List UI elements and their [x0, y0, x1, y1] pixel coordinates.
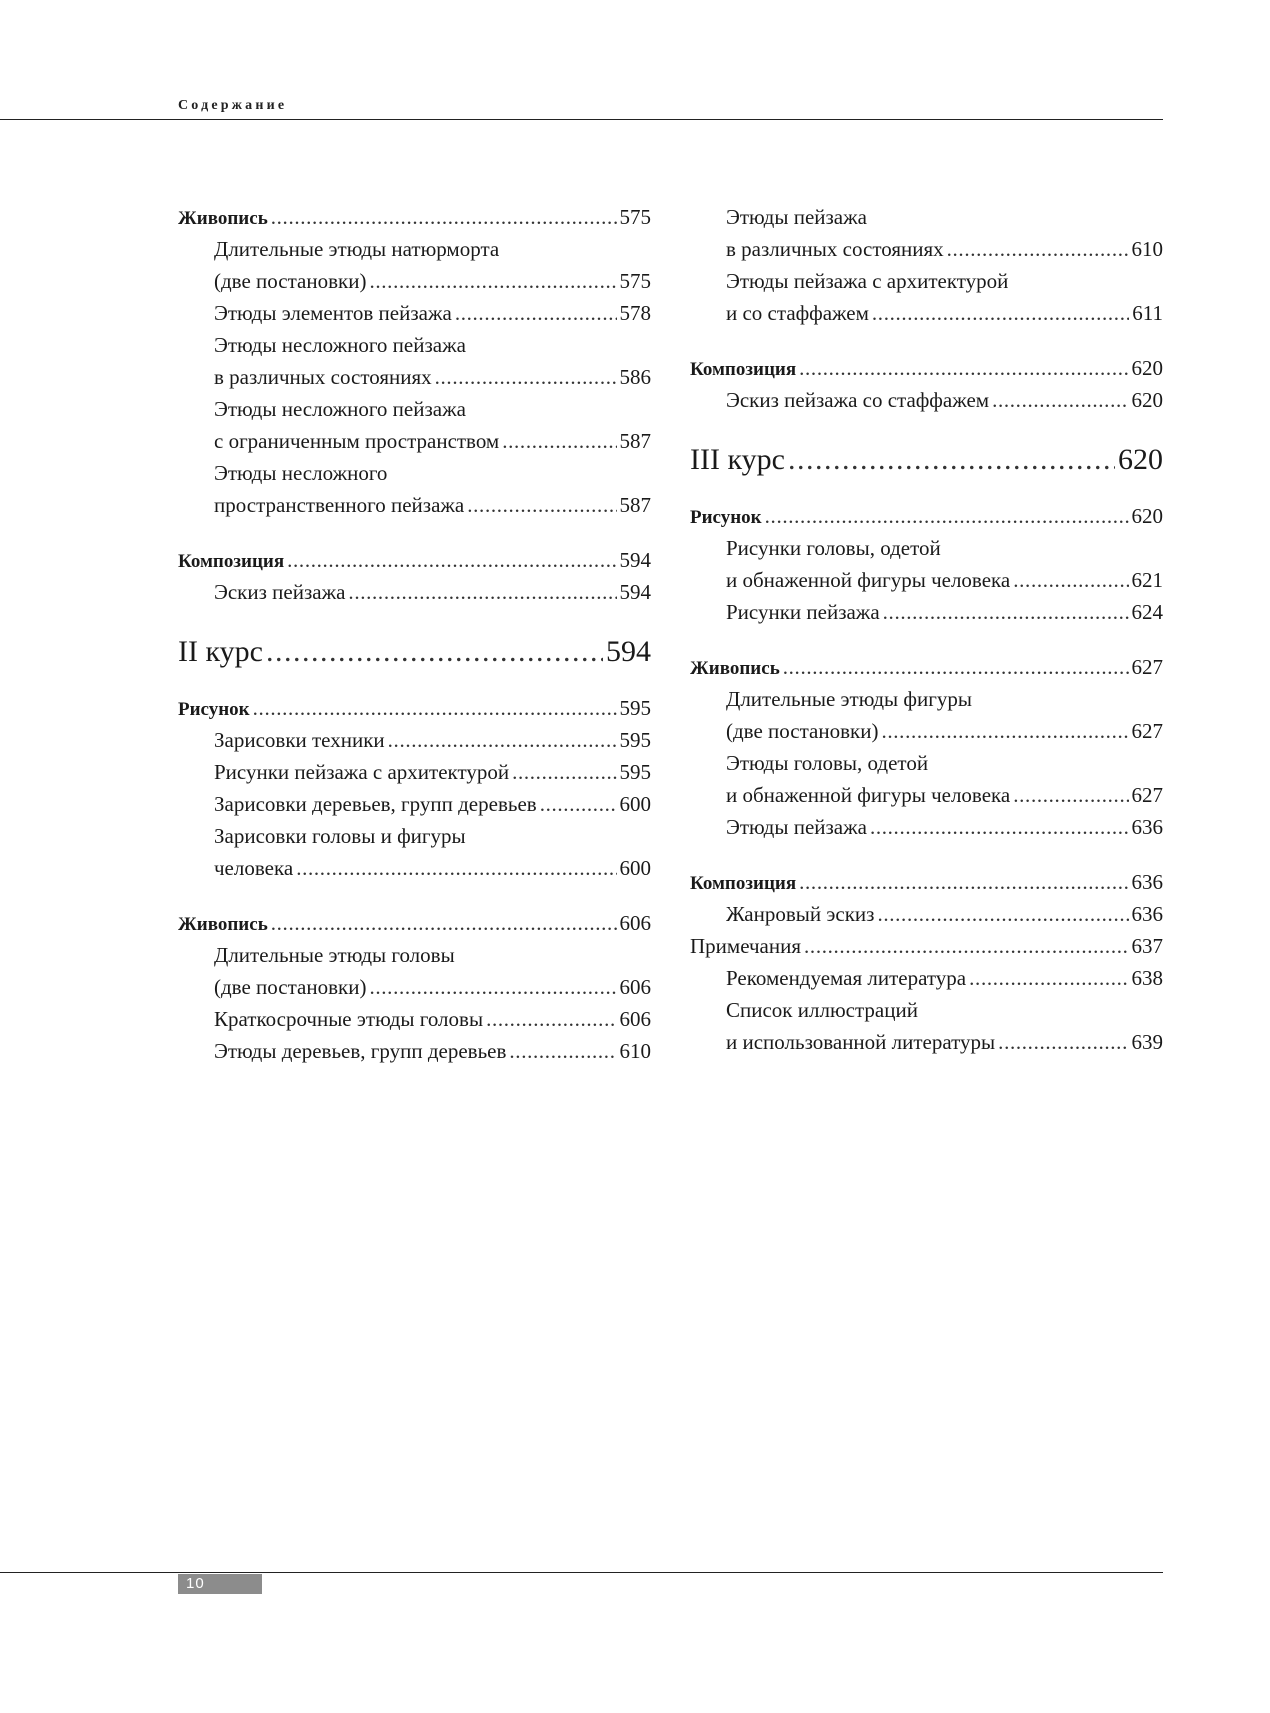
toc-entry-title: Композиция — [690, 359, 797, 380]
toc-page-number: 594 — [606, 635, 651, 668]
toc-entry — [690, 715, 1163, 747]
toc-section-heading — [178, 907, 651, 939]
toc-entry-title-line — [178, 329, 651, 361]
toc-entry-title: Этюды элементов пейзажа — [214, 301, 452, 325]
toc-entry-title-line — [690, 994, 1163, 1026]
toc-page-number: 606 — [619, 911, 651, 935]
toc-entry — [178, 852, 651, 884]
toc-entry-title: Рисунок — [690, 507, 762, 528]
dot-leader — [296, 852, 616, 884]
toc-entry-title-line — [690, 683, 1163, 715]
toc-section-heading — [178, 201, 651, 233]
toc-entry-title: пространственного пейзажа — [214, 493, 465, 517]
toc-page-number: 636 — [1131, 870, 1163, 894]
running-head: Содержание — [178, 98, 288, 113]
toc-page-number: 587 — [619, 493, 651, 517]
toc-entry-title: и обнаженной фигуры человека — [726, 568, 1011, 592]
toc-entry-title: II курс — [178, 635, 263, 668]
toc-page-number: 610 — [1131, 237, 1163, 261]
dot-leader — [287, 544, 616, 576]
toc-entry-title: Живопись — [178, 914, 268, 935]
toc-entry-title: в различных состояниях — [726, 237, 944, 261]
toc-entry-title-line — [690, 201, 1163, 233]
dot-leader — [765, 500, 1129, 532]
dot-leader — [872, 297, 1129, 329]
toc-entry-title: Длительные этюды головы — [214, 943, 455, 967]
dot-leader — [348, 576, 616, 608]
toc-page-number: 637 — [1131, 934, 1163, 958]
toc-entry-title: Краткосрочные этюды головы — [214, 1007, 484, 1031]
toc-left-column — [178, 201, 651, 1067]
toc-entry — [690, 596, 1163, 628]
toc-entry-title-line — [178, 457, 651, 489]
dot-leader — [870, 811, 1129, 843]
dot-leader — [1013, 564, 1128, 596]
toc-entry-title: Живопись — [690, 658, 780, 679]
dot-leader — [512, 756, 616, 788]
toc-page-number: 595 — [619, 696, 651, 720]
dot-leader — [1013, 779, 1128, 811]
toc-page-number: 621 — [1131, 568, 1163, 592]
toc-entry — [178, 788, 651, 820]
dot-leader — [271, 201, 617, 233]
dot-leader — [266, 626, 603, 678]
dot-leader — [783, 651, 1129, 683]
toc-section-heading — [690, 866, 1163, 898]
toc-entry-title: Этюды головы, одетой — [726, 751, 929, 775]
dot-leader — [877, 898, 1128, 930]
dot-leader — [540, 788, 617, 820]
toc-section-heading — [690, 500, 1163, 532]
dot-leader — [788, 434, 1115, 486]
toc-page-number: 610 — [619, 1039, 651, 1063]
toc-entry — [178, 297, 651, 329]
dot-leader — [271, 907, 617, 939]
toc-entry-title: Этюды пейзажа — [726, 815, 867, 839]
toc-entry-title: и обнаженной фигуры человека — [726, 783, 1011, 807]
toc-entry-title: Рисунок — [178, 699, 250, 720]
toc-section-heading — [690, 352, 1163, 384]
dot-leader — [435, 361, 617, 393]
toc-entry-title: Композиция — [178, 551, 285, 572]
toc-page-number: 575 — [619, 205, 651, 229]
dot-leader — [998, 1026, 1128, 1058]
toc-page-number: 606 — [619, 975, 651, 999]
toc-entry-title: и со стаффажем — [726, 301, 869, 325]
toc-page-number: 606 — [619, 1007, 651, 1031]
toc-page-number: 594 — [619, 580, 651, 604]
toc-page-number: 620 — [1131, 388, 1163, 412]
toc-page-number: 594 — [619, 548, 651, 572]
toc-entry — [690, 564, 1163, 596]
toc-entry-title: Этюды несложного пейзажа — [214, 333, 466, 357]
toc-page-number: 638 — [1131, 966, 1163, 990]
toc-entry — [690, 297, 1163, 329]
toc-course-heading — [690, 434, 1163, 486]
toc-page-number: 627 — [1131, 719, 1163, 743]
toc-page-number: 620 — [1131, 356, 1163, 380]
toc-entry-title-line — [178, 233, 651, 265]
toc-entry-title: Зарисовки техники — [214, 728, 385, 752]
toc-entry-title: Список иллюстраций — [726, 998, 918, 1022]
toc-entry-title: Рисунки пейзажа — [726, 600, 880, 624]
toc-entry-title: Этюды пейзажа с архитектурой — [726, 269, 1009, 293]
toc-page-number: 587 — [619, 429, 651, 453]
toc-entry — [178, 425, 651, 457]
toc-entry — [178, 756, 651, 788]
toc-entry-title: Этюды деревьев, групп деревьев — [214, 1039, 507, 1063]
toc-page-number: 575 — [619, 269, 651, 293]
toc-right-column — [690, 201, 1163, 1058]
toc-entry — [178, 971, 651, 1003]
toc-section-heading — [178, 544, 651, 576]
toc-entry — [178, 1035, 651, 1067]
dot-leader — [509, 1035, 616, 1067]
toc-entry-title: Зарисовки головы и фигуры — [214, 824, 466, 848]
toc-entry-title: Длительные этюды фигуры — [726, 687, 972, 711]
toc-entry-title: Композиция — [690, 873, 797, 894]
toc-page-number: 600 — [619, 792, 651, 816]
toc-entry — [178, 265, 651, 297]
dot-leader — [502, 425, 616, 457]
bottom-rule — [0, 1572, 1163, 1573]
toc-page-number: 611 — [1132, 301, 1163, 325]
toc-entry — [178, 361, 651, 393]
dot-leader — [369, 971, 616, 1003]
toc-entry — [690, 1026, 1163, 1058]
dot-leader — [455, 297, 617, 329]
toc-entry-title: Живопись — [178, 208, 268, 229]
toc-entry — [690, 811, 1163, 843]
toc-entry-title-line — [690, 532, 1163, 564]
toc-entry — [690, 898, 1163, 930]
toc-entry-title: в различных состояниях — [214, 365, 432, 389]
toc-entry-title: (две постановки) — [214, 975, 367, 999]
toc-entry-title: Этюды несложного — [214, 461, 388, 485]
toc-section-heading — [690, 651, 1163, 683]
dot-leader — [369, 265, 616, 297]
toc-entry — [178, 724, 651, 756]
dot-leader — [804, 930, 1128, 962]
toc-entry-title: Зарисовки деревьев, групп деревьев — [214, 792, 537, 816]
toc-entry — [690, 384, 1163, 416]
toc-entry — [690, 233, 1163, 265]
toc-entry-title-line — [178, 393, 651, 425]
dot-leader — [881, 715, 1128, 747]
toc-page-number: 620 — [1118, 443, 1163, 476]
toc-page-number: 624 — [1131, 600, 1163, 624]
dot-leader — [969, 962, 1128, 994]
toc-section-heading — [178, 692, 651, 724]
dot-leader — [799, 352, 1128, 384]
toc-page-number: 636 — [1131, 902, 1163, 926]
toc-entry-title: Длительные этюды натюрморта — [214, 237, 500, 261]
dot-leader — [883, 596, 1129, 628]
toc-page-number: 620 — [1131, 504, 1163, 528]
toc-page-number: 627 — [1131, 783, 1163, 807]
toc-page-number: 636 — [1131, 815, 1163, 839]
dot-leader — [486, 1003, 616, 1035]
toc-entry-title: Эскиз пейзажа — [214, 580, 346, 604]
toc-entry-title-line — [690, 265, 1163, 297]
toc-page-number: 578 — [619, 301, 651, 325]
dot-leader — [253, 692, 617, 724]
toc-entry-title: Рекомендуемая литература — [726, 966, 967, 990]
toc-page-number: 595 — [619, 760, 651, 784]
toc-page-number: 600 — [619, 856, 651, 880]
toc-entry-title: (две постановки) — [726, 719, 879, 743]
toc-entry-title: Этюды пейзажа — [726, 205, 867, 229]
toc-entry-title: Рисунки пейзажа с архитектурой — [214, 760, 510, 784]
dot-leader — [992, 384, 1128, 416]
top-rule — [0, 119, 1163, 120]
dot-leader — [467, 489, 616, 521]
dot-leader — [388, 724, 617, 756]
toc-entry-title: Примечания — [690, 934, 802, 958]
toc-entry-title: III курс — [690, 443, 785, 476]
toc-entry-title: с ограниченным пространством — [214, 429, 500, 453]
toc-entry — [690, 779, 1163, 811]
toc-entry — [690, 930, 1163, 962]
toc-entry — [178, 576, 651, 608]
dot-leader — [947, 233, 1129, 265]
toc-page-number: 595 — [619, 728, 651, 752]
toc-entry-title: (две постановки) — [214, 269, 367, 293]
toc-entry-title: Этюды несложного пейзажа — [214, 397, 466, 421]
page-number: 10 — [178, 1574, 262, 1594]
toc-page-number: 627 — [1131, 655, 1163, 679]
toc-course-heading — [178, 626, 651, 678]
toc-entry-title-line — [178, 939, 651, 971]
toc-entry-title: Эскиз пейзажа со стаффажем — [726, 388, 990, 412]
toc-entry — [178, 1003, 651, 1035]
toc-entry-title-line — [178, 820, 651, 852]
toc-page-number: 586 — [619, 365, 651, 389]
toc-page-number: 639 — [1131, 1030, 1163, 1054]
dot-leader — [799, 866, 1128, 898]
toc-entry-title: человека — [214, 856, 294, 880]
toc-entry-title: Рисунки головы, одетой — [726, 536, 941, 560]
toc-entry-title-line — [690, 747, 1163, 779]
toc-entry — [690, 962, 1163, 994]
toc-entry-title: Жанровый эскиз — [726, 902, 875, 926]
toc-entry-title: и использованной литературы — [726, 1030, 996, 1054]
toc-entry — [178, 489, 651, 521]
